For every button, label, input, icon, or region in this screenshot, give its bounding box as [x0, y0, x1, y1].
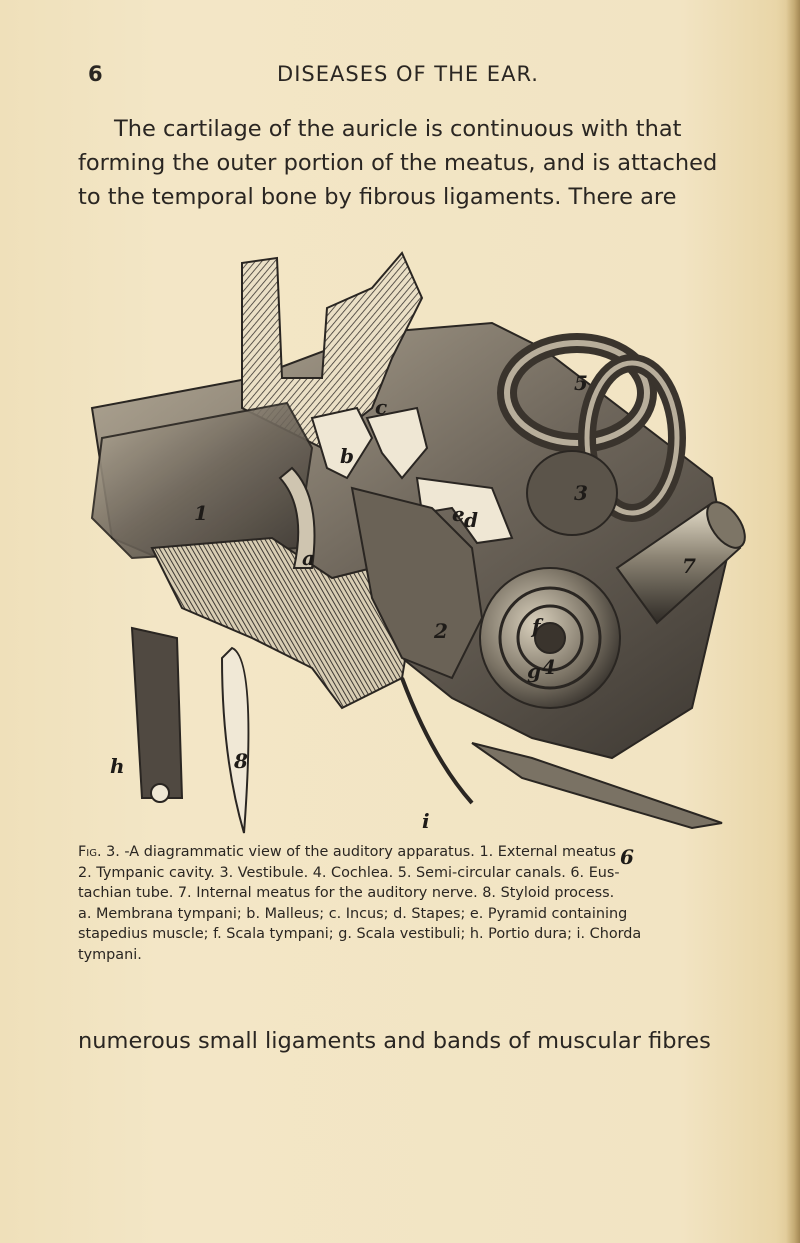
figure-label-7: 7	[682, 554, 696, 578]
figure-caption	[78, 842, 738, 965]
caption-line: tympani.	[78, 946, 142, 963]
body-text-bottom	[78, 1024, 738, 1058]
figure-label-a: a	[302, 546, 315, 570]
portio-dura	[132, 628, 182, 798]
figure-label-1: 1	[194, 501, 208, 525]
figure-label-g: g	[527, 659, 541, 683]
figure-label-8: 8	[234, 749, 248, 773]
page-edge-shadow	[786, 0, 800, 1243]
figure-label-5: 5	[574, 371, 588, 395]
body-line: forming the outer portion of the meatus, and is attached	[78, 150, 718, 176]
page-number: 6	[88, 62, 103, 86]
body-line: numerous small ligaments and bands of muscular fibres	[78, 1028, 711, 1054]
body-line: The cartilage of the auricle is continuous with that	[114, 116, 682, 142]
figure-label-3: 3	[574, 481, 588, 505]
figure-label-d: d	[464, 508, 478, 532]
figure-label-i: i	[422, 809, 430, 833]
running-head	[88, 62, 728, 92]
vestibule	[527, 451, 617, 535]
caption-line: tachian tube. 7. Internal meatus for the auditory nerve. 8. Styloid process.	[78, 885, 615, 901]
styloid-process	[222, 648, 248, 833]
caption-line	[78, 842, 738, 863]
body-text-top	[78, 112, 738, 214]
running-title: DISEASES OF THE EAR.	[277, 62, 539, 86]
figure-label-e: e	[452, 502, 465, 526]
caption-line: stapedius muscle; f. Scala tympani; g. Scala vestibuli; h. Portio dura; i. Chorda	[78, 926, 642, 942]
caption-line: a. Membrana tympani; b. Malleus; c. Incus; d. Stapes; e. Pyramid containing	[78, 905, 628, 922]
body-line: to the temporal bone by fibrous ligaments. There are	[78, 184, 677, 210]
figure-label-b: b	[340, 444, 354, 468]
figure-number: Fig. 3.	[78, 844, 120, 860]
figure-label-h: h	[110, 754, 125, 778]
figure-label-6: 6	[620, 845, 634, 869]
figure-label-f: f	[532, 614, 541, 638]
figure-label-4: 4	[542, 655, 556, 679]
figure-label-c: c	[375, 395, 388, 419]
eustachian-tube	[472, 743, 722, 828]
caption-line: 2. Tympanic cavity. 3. Vestibule. 4. Cochlea. 5. Semi-circular canals. 6. Eus-	[78, 864, 620, 881]
caption-text: -A diagrammatic view of the auditory apparatus. 1. External meatus	[119, 844, 616, 860]
figure-label-2: 2	[434, 619, 448, 643]
